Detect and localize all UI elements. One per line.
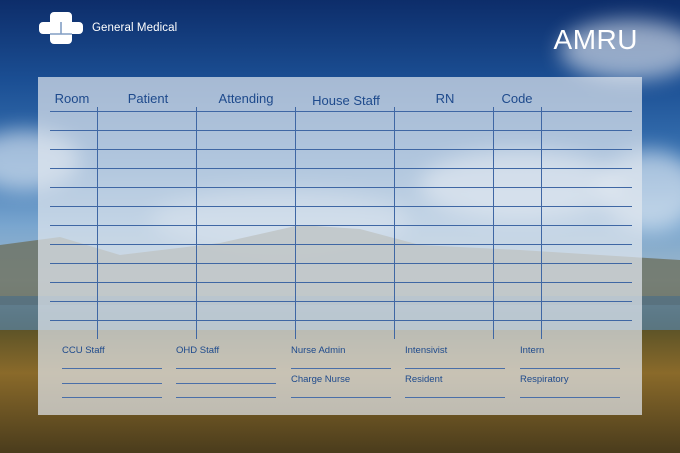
brand-name: General Medical [92, 22, 178, 34]
column-header-code: Code [501, 91, 533, 106]
column-header-patient: Patient [127, 91, 169, 106]
column-divider [295, 107, 296, 339]
column-divider [97, 107, 98, 339]
charge-nurse-label: Charge Nurse [291, 374, 351, 385]
ohd-staff-line[interactable] [176, 383, 276, 384]
row-line[interactable] [50, 206, 632, 207]
intern-label: Intern [520, 345, 545, 356]
board-title: AMRU [553, 24, 638, 55]
ccu-staff-line[interactable] [62, 368, 162, 369]
census-board [38, 77, 642, 415]
resident-line[interactable] [405, 397, 505, 398]
intensivist-line[interactable] [405, 368, 505, 369]
column-divider [196, 107, 197, 339]
column-header-room: Room [54, 91, 90, 106]
respiratory-line[interactable] [520, 397, 620, 398]
cross-icon [38, 11, 84, 45]
intensivist-label: Intensivist [405, 345, 448, 356]
column-divider [394, 107, 395, 339]
ccu-staff-label: CCU Staff [62, 345, 105, 356]
charge-nurse-line[interactable] [291, 397, 391, 398]
row-line[interactable] [50, 244, 632, 245]
row-line[interactable] [50, 130, 632, 131]
ohd-staff-line[interactable] [176, 368, 276, 369]
column-header-rn: RN [435, 91, 455, 106]
ohd-staff-label: OHD Staff [176, 345, 220, 356]
column-divider [493, 107, 494, 339]
row-line[interactable] [50, 320, 632, 321]
column-header-attending: Attending [218, 91, 274, 106]
row-line[interactable] [50, 149, 632, 150]
ccu-staff-line[interactable] [62, 383, 162, 384]
brand-logo [38, 11, 177, 45]
nurse-admin-line[interactable] [291, 368, 391, 369]
header-rule [50, 111, 632, 112]
row-line[interactable] [50, 282, 632, 283]
row-line[interactable] [50, 187, 632, 188]
ohd-staff-line[interactable] [176, 397, 276, 398]
column-header-house-staff: House Staff [312, 93, 380, 108]
ccu-staff-line[interactable] [62, 397, 162, 398]
row-line[interactable] [50, 263, 632, 264]
nurse-admin-label: Nurse Admin [291, 345, 346, 356]
resident-label: Resident [405, 374, 443, 385]
row-line[interactable] [50, 301, 632, 302]
row-line[interactable] [50, 225, 632, 226]
respiratory-label: Respiratory [520, 374, 569, 385]
column-divider [541, 107, 542, 339]
row-line[interactable] [50, 168, 632, 169]
intern-line[interactable] [520, 368, 620, 369]
